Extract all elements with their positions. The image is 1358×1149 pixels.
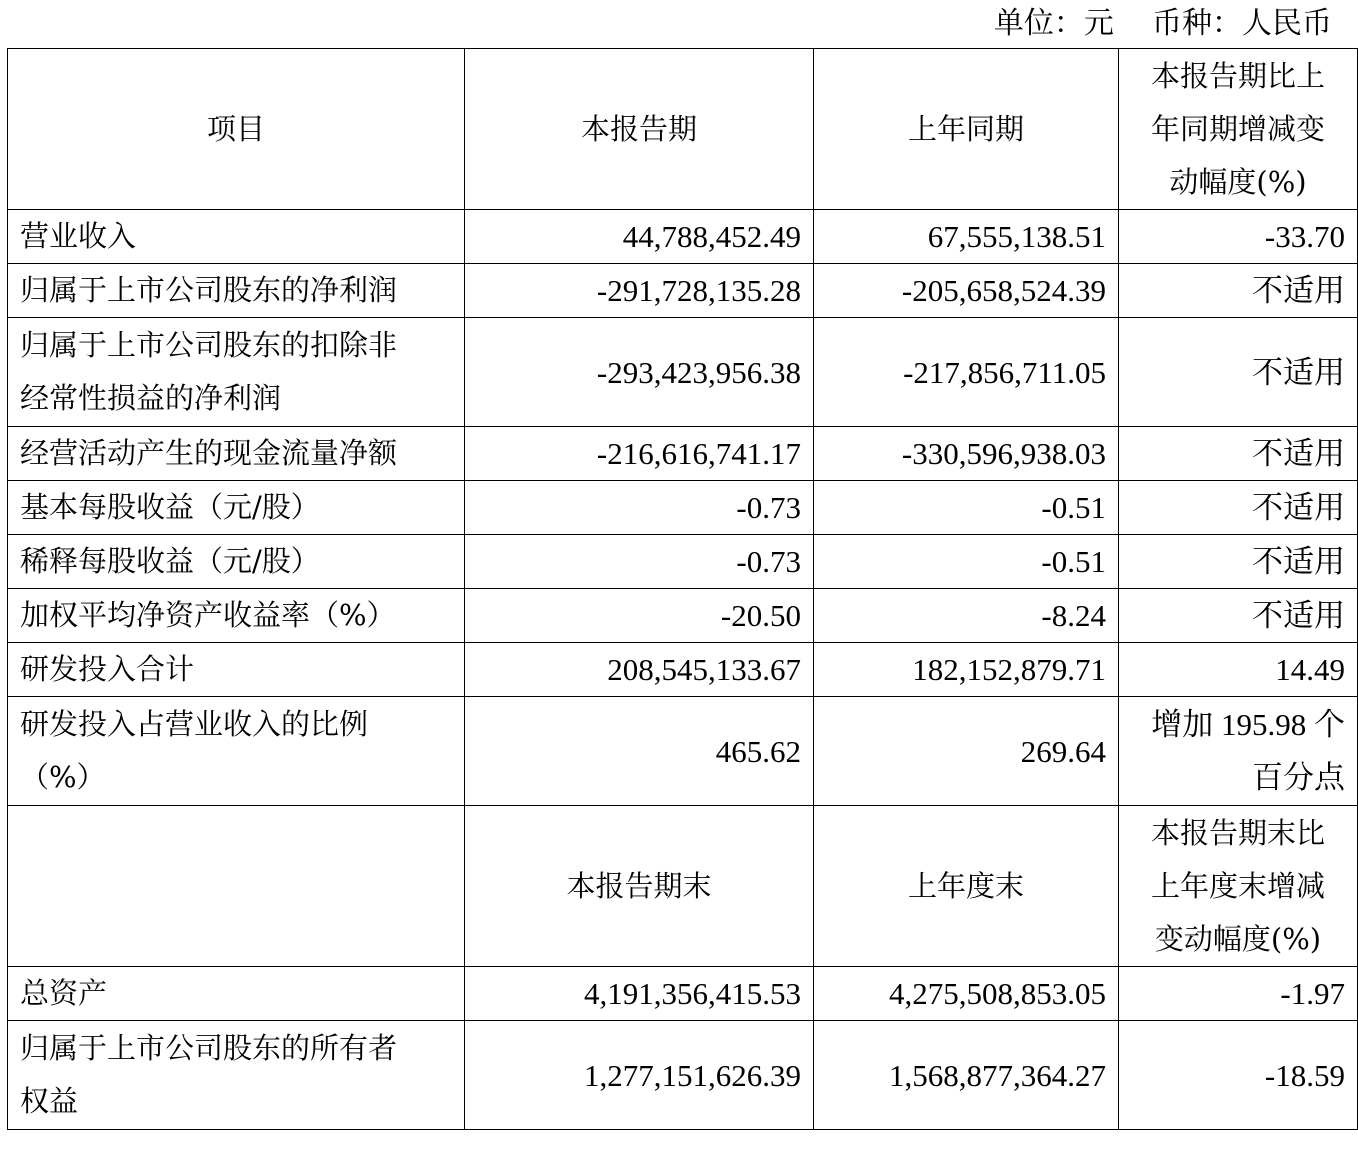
change-value-line: 增加 195.98 个 (1151, 707, 1345, 742)
change-value (1119, 697, 1358, 806)
table-row (8, 481, 1358, 535)
row-label-line: （%） (20, 760, 106, 794)
current-value: 1,277,151,626.39 (465, 1021, 814, 1130)
table-row (8, 264, 1358, 318)
row-label-line: 权益 (20, 1084, 79, 1118)
row-label: 营业收入 (8, 210, 465, 264)
prior-value: 1,568,877,364.27 (814, 1021, 1119, 1130)
prior-value: -0.51 (814, 535, 1119, 589)
table-row (8, 318, 1358, 427)
subheader-item (8, 806, 465, 967)
prior-value: 67,555,138.51 (814, 210, 1119, 264)
current-value: 4,191,356,415.53 (465, 967, 814, 1021)
table-row (8, 643, 1358, 697)
unit-currency-note (994, 4, 1332, 44)
currency-label: 币种：人民币 (1152, 6, 1332, 41)
current-value: -216,616,741.17 (465, 427, 814, 481)
row-label (8, 1021, 465, 1130)
header-change-line: 年同期增减变 (1150, 111, 1325, 146)
header-change-line: 本报告期比上 (1150, 58, 1325, 93)
row-label: 归属于上市公司股东的净利润 (8, 264, 465, 318)
change-value: 不适用 (1119, 481, 1358, 535)
row-label-line: 经常性损益的净利润 (20, 381, 282, 415)
current-value: -0.73 (465, 535, 814, 589)
financial-data-table (7, 48, 1358, 1130)
change-value: 不适用 (1119, 318, 1358, 427)
change-value: -18.59 (1119, 1021, 1358, 1130)
table-row (8, 210, 1358, 264)
row-label: 研发投入合计 (8, 643, 465, 697)
current-value: 44,788,452.49 (465, 210, 814, 264)
table-row (8, 427, 1358, 481)
row-label (8, 318, 465, 427)
table-row (8, 697, 1358, 806)
row-label: 经营活动产生的现金流量净额 (8, 427, 465, 481)
row-label: 总资产 (8, 967, 465, 1021)
prior-value: -0.51 (814, 481, 1119, 535)
row-label: 稀释每股收益（元/股） (8, 535, 465, 589)
change-value: 不适用 (1119, 589, 1358, 643)
table-row (8, 535, 1358, 589)
header-change-line: 动幅度(%) (1169, 164, 1307, 199)
current-value: -291,728,135.28 (465, 264, 814, 318)
prior-value: -330,596,938.03 (814, 427, 1119, 481)
current-value: -293,423,956.38 (465, 318, 814, 427)
current-value: -0.73 (465, 481, 814, 535)
subheader-change-line: 上年度末增减 (1150, 868, 1325, 903)
table-row (8, 589, 1358, 643)
current-value: -20.50 (465, 589, 814, 643)
header-item: 项目 (8, 49, 465, 210)
change-value: -33.70 (1119, 210, 1358, 264)
prior-value: -205,658,524.39 (814, 264, 1119, 318)
row-label (8, 697, 465, 806)
subheader-prior-year-end: 上年度末 (814, 806, 1119, 967)
row-label-line: 归属于上市公司股东的扣除非 (20, 328, 398, 362)
prior-value: 4,275,508,853.05 (814, 967, 1119, 1021)
change-value: 不适用 (1119, 535, 1358, 589)
subheader-change-pct (1119, 806, 1358, 967)
row-label-line: 研发投入占营业收入的比例 (20, 707, 369, 741)
table-row (8, 967, 1358, 1021)
row-label: 基本每股收益（元/股） (8, 481, 465, 535)
unit-label: 单位：元 (993, 6, 1114, 41)
header-change-pct (1119, 49, 1358, 210)
row-label: 加权平均净资产收益率（%） (8, 589, 465, 643)
change-value: 不适用 (1119, 427, 1358, 481)
change-value: 不适用 (1119, 264, 1358, 318)
table-header-row (8, 49, 1358, 210)
header-prior-period: 上年同期 (814, 49, 1119, 210)
change-value-line: 百分点 (1252, 760, 1345, 795)
current-value: 208,545,133.67 (465, 643, 814, 697)
table-row (8, 1021, 1358, 1130)
subheader-current-period-end: 本报告期末 (465, 806, 814, 967)
prior-value: -217,856,711.05 (814, 318, 1119, 427)
subheader-change-line: 本报告期末比 (1150, 815, 1325, 850)
table-subheader-row (8, 806, 1358, 967)
prior-value: 269.64 (814, 697, 1119, 806)
current-value: 465.62 (465, 697, 814, 806)
subheader-change-line: 变动幅度(%) (1154, 921, 1322, 956)
row-label-line: 归属于上市公司股东的所有者 (20, 1031, 398, 1065)
prior-value: -8.24 (814, 589, 1119, 643)
change-value: 14.49 (1119, 643, 1358, 697)
header-current-period: 本报告期 (465, 49, 814, 210)
prior-value: 182,152,879.71 (814, 643, 1119, 697)
change-value: -1.97 (1119, 967, 1358, 1021)
